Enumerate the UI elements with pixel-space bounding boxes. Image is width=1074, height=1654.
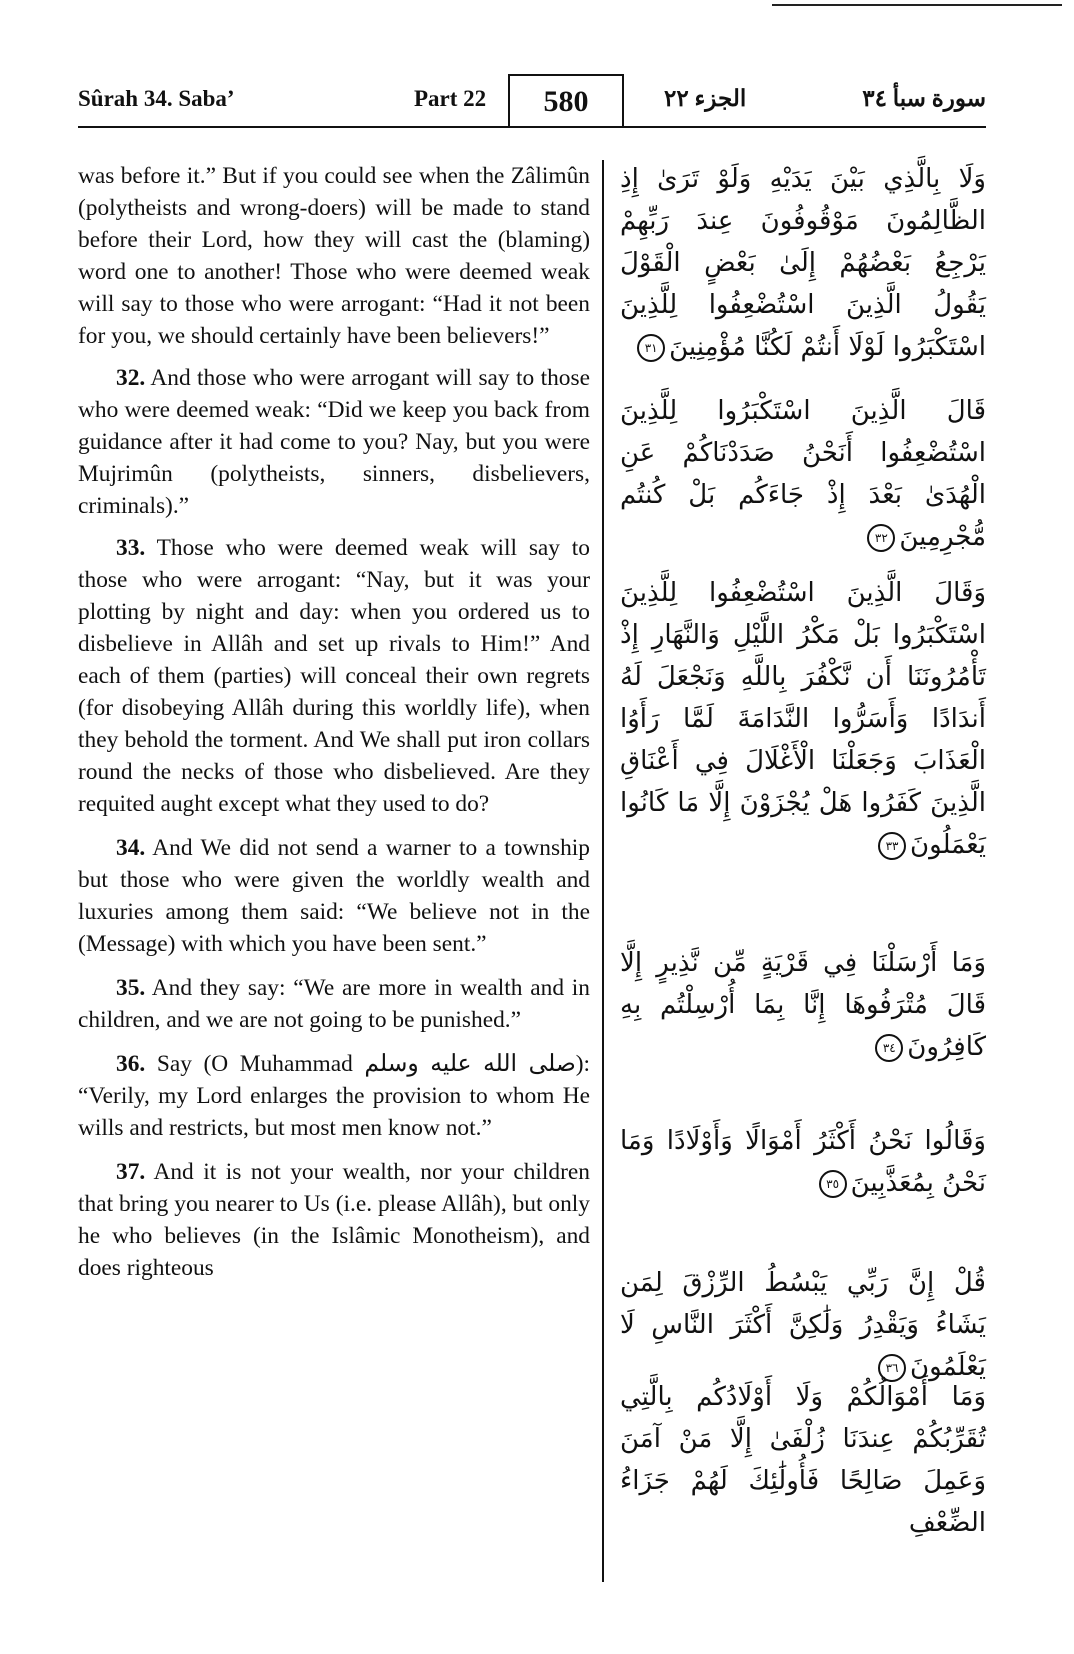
surah-arabic-title: سورة سبأ ٣٤ bbox=[862, 86, 986, 111]
ayah-end-marker: ٣١ bbox=[637, 334, 665, 362]
verse-number: 34. bbox=[116, 835, 146, 861]
juz-arabic-label: الجزء ٢٢ bbox=[664, 86, 747, 111]
verse-number: 35. bbox=[116, 975, 146, 1001]
verse-text: Those who were deemed weak will say to those who were arrogant: “Nay, but it was your plotting by night and day: when you ordered us to disbelieve in Allâh and set up rivals to Him!” And each of them (parties) will conceal their own regrets (for disobeying Allâh during this worldly life), when they behold the torment. And We shall put iron collars round the necks of those who disbelieved. Are they requited aught except what they used to do? bbox=[78, 535, 590, 817]
arabic-text: قَالَ الَّذِينَ اسْتَكْبَرُوا لِلَّذِينَ اسْتُضْعِفُوا أَنَحْنُ صَدَدْنَاكُمْ عَنِ الْهُدَىٰ بَعْدَ إِذْ جَاءَكُم بَلْ كُنتُم مُّجْرِمِينَ bbox=[620, 396, 986, 552]
verse-32 bbox=[78, 362, 590, 522]
verse-number: 36. bbox=[116, 1051, 146, 1077]
ayah-end-marker: ٣٢ bbox=[867, 524, 895, 552]
verse-number: 37. bbox=[116, 1159, 146, 1185]
verse-35 bbox=[78, 972, 590, 1036]
ayah-end-marker: ٣٦ bbox=[878, 1354, 906, 1382]
verse-text: Say (O Muhammad صلى الله عليه وسلم): “Verily, my Lord enlarges the provision to whom He wills and restricts, but most men know not.” bbox=[78, 1051, 590, 1141]
verse-37 bbox=[78, 1156, 590, 1284]
arabic-verse-33 bbox=[620, 572, 986, 866]
arabic-verse-35 bbox=[620, 1120, 986, 1204]
english-translation-column bbox=[78, 160, 590, 1284]
arabic-verse-37 bbox=[620, 1376, 986, 1544]
top-rule bbox=[772, 4, 1062, 6]
ayah-end-marker: ٣٥ bbox=[819, 1170, 847, 1198]
verse-number: 33. bbox=[116, 535, 146, 561]
verse-text: And those who were arrogant will say to those who were deemed weak: “Did we keep you back from guidance after it had come to you? Nay, but you were Mujrimûn (polytheists, sinners, disbelievers, criminals).” bbox=[78, 365, 590, 519]
verse-33 bbox=[78, 532, 590, 820]
arabic-text: وَمَا أَمْوَالُكُمْ وَلَا أَوْلَادُكُم بِالَّتِي تُقَرِّبُكُمْ عِندَنَا زُلْفَىٰ إِلَّا مَنْ آمَنَ وَعَمِلَ صَالِحًا فَأُولَٰئِكَ لَهُمْ جَزَاءُ الضِّعْفِ bbox=[620, 1382, 986, 1538]
verse-34 bbox=[78, 832, 590, 960]
page-header bbox=[78, 70, 986, 128]
arabic-text: قُلْ إِنَّ رَبِّي يَبْسُطُ الرِّزْقَ لِمَن يَشَاءُ وَيَقْدِرُ وَلَٰكِنَّ أَكْثَرَ النَّاسِ لَا يَعْلَمُونَ bbox=[620, 1268, 986, 1382]
verse-36 bbox=[78, 1048, 590, 1144]
verse-text: And they say: “We are more in wealth and in children, and we are not going to be punished.” bbox=[78, 975, 590, 1033]
verse-text: And it is not your wealth, nor your children that bring you nearer to Us (i.e. please Allâh), but only he who believes (in the Islâmic Monotheism), and does righteous bbox=[78, 1159, 590, 1281]
arabic-text: وَقَالَ الَّذِينَ اسْتُضْعِفُوا لِلَّذِينَ اسْتَكْبَرُوا بَلْ مَكْرُ اللَّيْلِ وَالنَّهَارِ إِذْ تَأْمُرُونَنَا أَن نَّكْفُرَ بِاللَّهِ وَنَجْعَلَ لَهُ أَندَادًا وَأَسَرُّوا النَّدَامَةَ لَمَّا رَأَوُا الْعَذَابَ وَجَعَلْنَا الْأَغْلَالَ فِي أَعْنَاقِ الَّذِينَ كَفَرُوا هَلْ يُجْزَوْنَ إِلَّا مَا كَانُوا يَعْمَلُونَ bbox=[620, 578, 986, 860]
surah-title: Sûrah 34. Saba’ bbox=[78, 86, 235, 111]
ayah-end-marker: ٣٣ bbox=[878, 832, 906, 860]
arabic-text: وَمَا أَرْسَلْنَا فِي قَرْيَةٍ مِّن نَّذِيرٍ إِلَّا قَالَ مُتْرَفُوهَا إِنَّا بِمَا أُرْسِلْتُم بِهِ كَافِرُونَ bbox=[620, 948, 986, 1062]
part-label: Part 22 bbox=[414, 86, 487, 111]
arabic-verse-36 bbox=[620, 1262, 986, 1388]
verse-number: 32. bbox=[116, 365, 146, 391]
column-divider bbox=[602, 160, 604, 1582]
arabic-verse-34 bbox=[620, 942, 986, 1068]
ayah-end-marker: ٣٤ bbox=[875, 1034, 903, 1062]
arabic-text: وَلَا بِالَّذِي بَيْنَ يَدَيْهِ وَلَوْ تَرَىٰ إِذِ الظَّالِمُونَ مَوْقُوفُونَ عِندَ رَبِّهِمْ يَرْجِعُ بَعْضُهُمْ إِلَىٰ بَعْضٍ الْقَوْلَ يَقُولُ الَّذِينَ اسْتُضْعِفُوا لِلَّذِينَ اسْتَكْبَرُوا لَوْلَا أَنتُمْ لَكُنَّا مُؤْمِنِينَ bbox=[620, 164, 986, 362]
arabic-text: وَقَالُوا نَحْنُ أَكْثَرُ أَمْوَالًا وَأَوْلَادًا وَمَا نَحْنُ بِمُعَذَّبِينَ bbox=[620, 1126, 986, 1198]
arabic-verse-31 bbox=[620, 158, 986, 368]
page-number: 580 bbox=[508, 74, 624, 128]
verse-text: And We did not send a warner to a township but those who were given the worldly wealth and luxuries among them said: “We believe not in the (Message) with which you have been sent.” bbox=[78, 835, 590, 957]
verse-31-continuation: was before it.” But if you could see when the Zâlimûn (polytheists and wrong-doers) will be made to stand before their Lord, how they will cast the (blaming) word one to another! Those who were deemed weak will say to those who were arrogant: “Had it not been for you, we should certainly have been believers!” bbox=[78, 163, 590, 349]
arabic-verse-32 bbox=[620, 390, 986, 558]
